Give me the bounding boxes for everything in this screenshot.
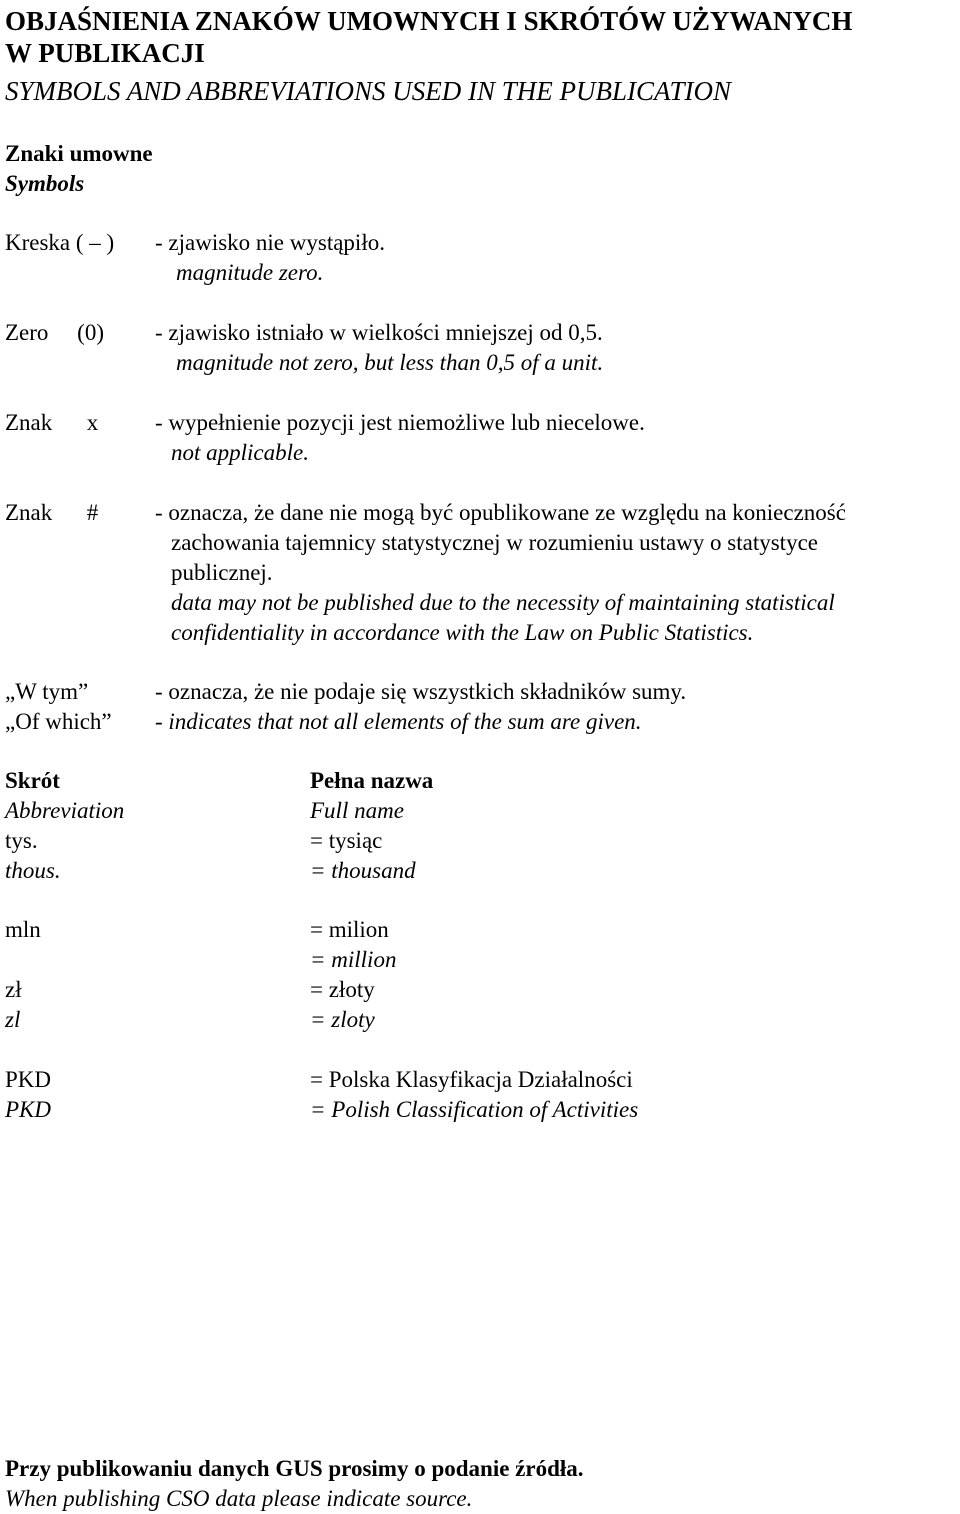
symbol-x-desc-pl: - wypełnienie pozycji jest niemożliwe lub niecelowe.	[155, 410, 645, 435]
symbol-hash-desc-pl-line1: - oznacza, że dane nie mogą być opublikowane ze względu na konieczność	[155, 500, 846, 525]
abbr-zl-en: zl	[5, 1007, 21, 1032]
symbol-hash-label: Znak #	[5, 500, 99, 525]
full-thous: = thousand	[310, 858, 416, 883]
page-subtitle: SYMBOLS AND ABBREVIATIONS USED IN THE PUBLICATION	[5, 76, 731, 106]
symbol-hash-desc-en-line1: data may not be published due to the necessity of maintaining statistical	[171, 590, 835, 615]
abbr-thous: thous.	[5, 858, 61, 883]
abbr-pkd-pl: PKD	[5, 1067, 52, 1092]
full-million: = million	[310, 947, 397, 972]
full-zloty-en: = zloty	[310, 1007, 375, 1032]
abbr-pkd-en: PKD	[5, 1097, 51, 1122]
symbol-of-which-label-en: „Of which”	[5, 709, 112, 734]
symbol-dash-desc-pl: - zjawisko nie wystąpiło.	[155, 230, 385, 255]
footer-note-pl: Przy publikowaniu danych GUS prosimy o podanie źródła.	[5, 1456, 584, 1481]
abbr-tys: tys.	[5, 828, 38, 853]
footer-note-en: When publishing CSO data please indicate source.	[5, 1486, 473, 1511]
symbol-of-which-label-pl: „W tym”	[5, 679, 89, 704]
abbr-zl-pl: zł	[5, 977, 22, 1002]
symbol-dash-label: Kreska ( – )	[5, 230, 115, 255]
abbr-col-heading-pl: Skrót	[5, 768, 60, 793]
full-pkd-en: = Polish Classification of Activities	[310, 1097, 639, 1122]
page-title-line1: OBJAŚNIENIA ZNAKÓW UMOWNYCH I SKRÓTÓW UŻYWANYCH	[5, 6, 853, 36]
full-tys: = tysiąc	[310, 828, 383, 853]
symbol-dash-desc-en: magnitude zero.	[176, 260, 324, 285]
symbol-hash-desc-pl-line3: publicznej.	[171, 560, 273, 585]
symbol-of-which-desc-pl: - oznacza, że nie podaje się wszystkich składników sumy.	[155, 679, 687, 704]
full-zloty-pl: = złoty	[310, 977, 375, 1002]
full-pkd-pl: = Polska Klasyfikacja Działalności	[310, 1067, 633, 1092]
symbol-hash-desc-pl-line2: zachowania tajemnicy statystycznej w rozumieniu ustawy o statystyce	[171, 530, 818, 555]
abbr-mln: mln	[5, 917, 41, 942]
symbol-of-which-desc-en: - indicates that not all elements of the sum are given.	[155, 709, 642, 734]
abbr-col-heading-en: Abbreviation	[5, 798, 125, 823]
page-title-line2: W PUBLIKACJI	[5, 38, 205, 68]
symbol-x-desc-en: not applicable.	[171, 440, 309, 465]
symbol-zero-desc-en: magnitude not zero, but less than 0,5 of a unit.	[176, 350, 604, 375]
fullname-col-heading-en: Full name	[310, 798, 404, 823]
symbols-heading-en: Symbols	[5, 171, 85, 196]
fullname-col-heading-pl: Pełna nazwa	[310, 768, 434, 793]
symbol-x-label: Znak x	[5, 410, 99, 435]
symbols-heading-pl: Znaki umowne	[5, 141, 153, 166]
symbol-hash-desc-en-line2: confidentiality in accordance with the Law on Public Statistics.	[171, 620, 754, 645]
full-mln: = milion	[310, 917, 389, 942]
symbol-zero-desc-pl: - zjawisko istniało w wielkości mniejszej od 0,5.	[155, 320, 603, 345]
symbol-zero-label: Zero (0)	[5, 320, 104, 345]
